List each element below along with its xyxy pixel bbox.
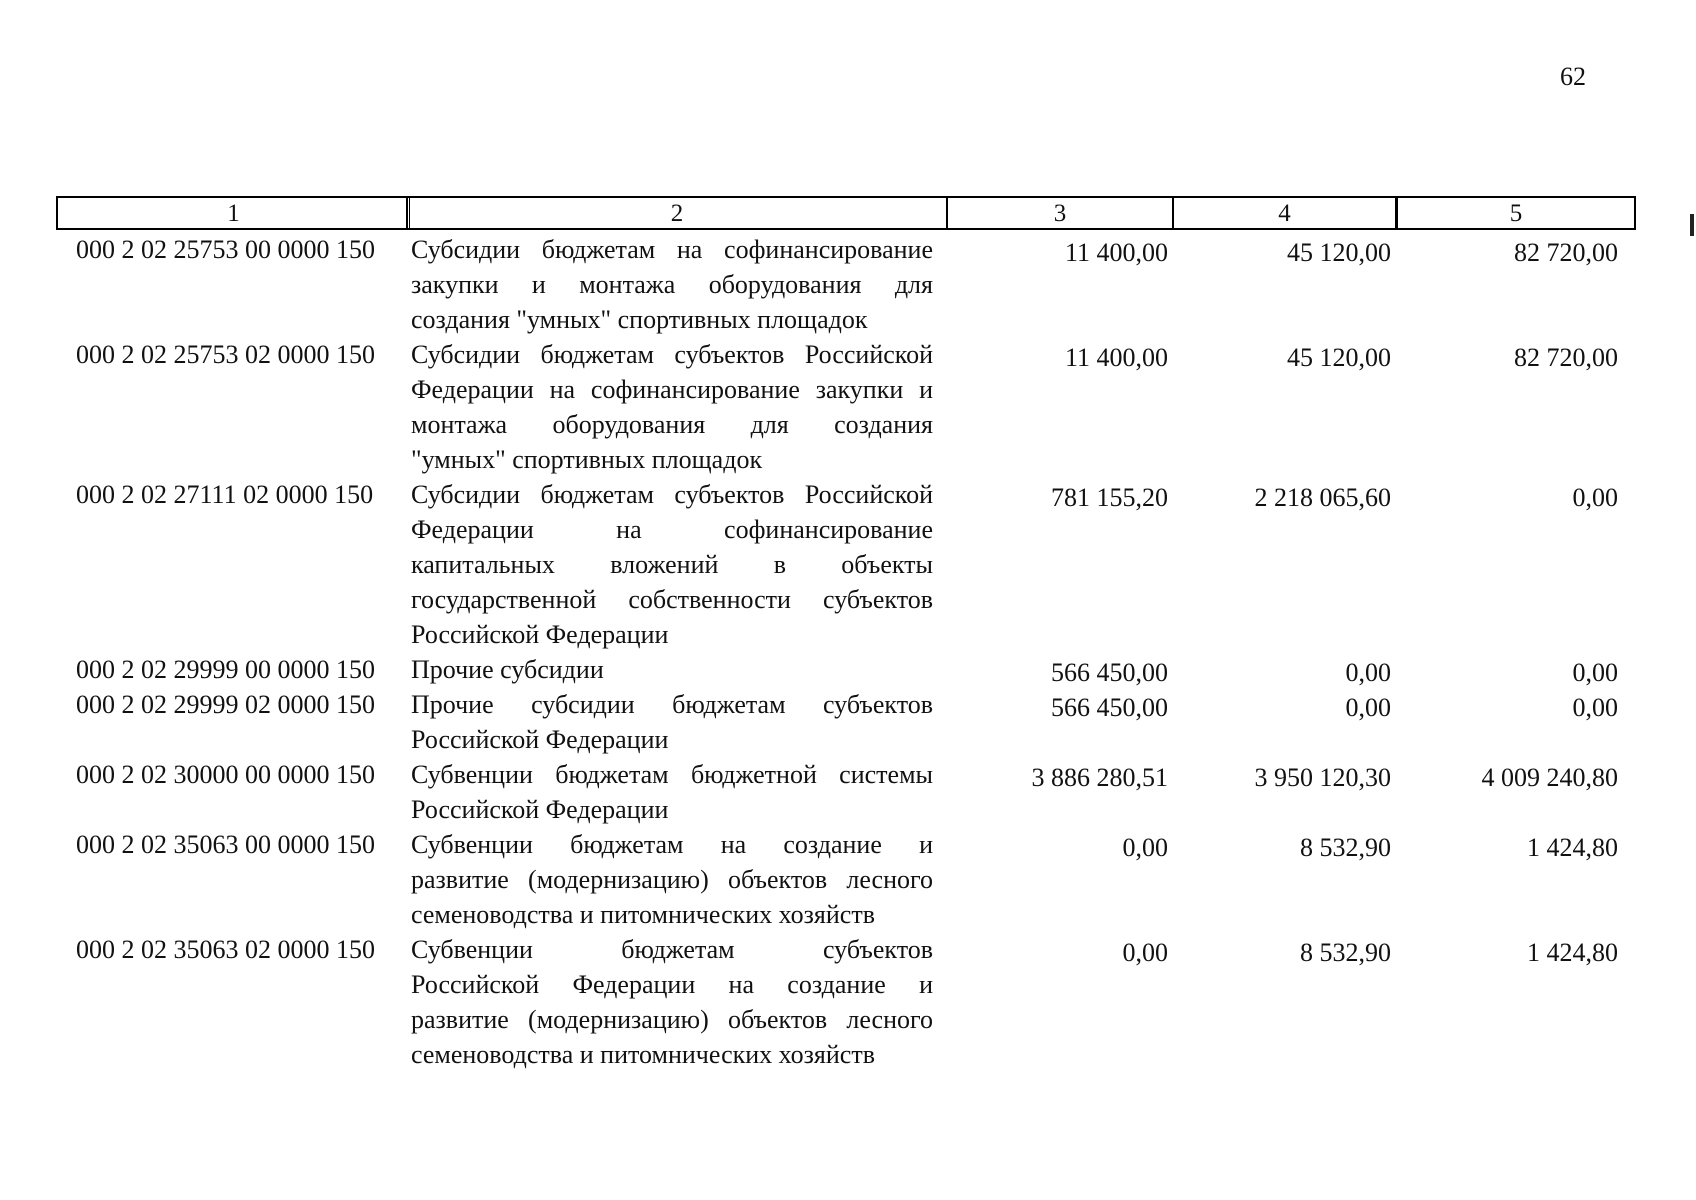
amount-column-3: 0,00 bbox=[1122, 833, 1168, 862]
description-line: Федерации на софинансирование закупки и bbox=[411, 375, 933, 404]
amount-column-4: 3 950 120,30 bbox=[1254, 763, 1391, 792]
description-line: Субвенции бюджетам субъектов bbox=[411, 935, 933, 964]
income-description bbox=[411, 232, 933, 337]
budget-code: 000 2 02 35063 00 0000 150 bbox=[76, 830, 375, 859]
table-row bbox=[0, 687, 1696, 757]
amount-column-4: 45 120,00 bbox=[1287, 238, 1391, 267]
amount-column-3: 566 450,00 bbox=[1051, 693, 1168, 722]
budget-code: 000 2 02 29999 00 0000 150 bbox=[76, 655, 375, 684]
amount-column-5: 0,00 bbox=[1572, 693, 1618, 722]
description-line: развитие (модернизацию) объектов лесного bbox=[411, 1005, 933, 1034]
budget-code: 000 2 02 25753 00 0000 150 bbox=[76, 235, 375, 264]
table-row bbox=[0, 232, 1696, 337]
table-row bbox=[0, 827, 1696, 932]
amount-column-5: 1 424,80 bbox=[1527, 938, 1618, 967]
income-description bbox=[411, 477, 933, 652]
description-line: "умных" спортивных площадок bbox=[411, 445, 763, 474]
amount-column-3: 11 400,00 bbox=[1064, 238, 1168, 267]
description-line: государственной собственности субъектов bbox=[411, 585, 933, 614]
column-header-4: 4 bbox=[1172, 196, 1396, 230]
column-header-3: 3 bbox=[946, 196, 1173, 230]
amount-column-5: 4 009 240,80 bbox=[1481, 763, 1618, 792]
description-line: капитальных вложений в объекты bbox=[411, 550, 933, 579]
description-line: Субсидии бюджетам на софинансирование bbox=[411, 235, 933, 264]
description-line: монтажа оборудования для создания bbox=[411, 410, 933, 439]
table-row bbox=[0, 477, 1696, 652]
description-line: семеноводства и питомнических хозяйств bbox=[411, 1040, 875, 1069]
budget-code: 000 2 02 29999 02 0000 150 bbox=[76, 690, 375, 719]
amount-column-5: 0,00 bbox=[1572, 658, 1618, 687]
description-line: Прочие субсидии бюджетам субъектов bbox=[411, 690, 933, 719]
description-line: Российской Федерации bbox=[411, 620, 669, 649]
budget-code: 000 2 02 25753 02 0000 150 bbox=[76, 340, 375, 369]
column-header-2: 2 bbox=[406, 196, 947, 230]
budget-code: 000 2 02 30000 00 0000 150 bbox=[76, 760, 375, 789]
income-description bbox=[411, 932, 933, 1072]
description-line: развитие (модернизацию) объектов лесного bbox=[411, 865, 933, 894]
amount-column-3: 566 450,00 bbox=[1051, 658, 1168, 687]
description-line: семеноводства и питомнических хозяйств bbox=[411, 900, 875, 929]
amount-column-3: 3 886 280,51 bbox=[1031, 763, 1168, 792]
description-line: создания "умных" спортивных площадок bbox=[411, 305, 868, 334]
income-description bbox=[411, 827, 933, 932]
income-description bbox=[411, 652, 933, 687]
amount-column-4: 45 120,00 bbox=[1287, 343, 1391, 372]
description-line: Субвенции бюджетам бюджетной системы bbox=[411, 760, 933, 789]
page-number: 62 bbox=[1560, 62, 1586, 91]
table-body bbox=[0, 232, 1696, 1072]
amount-column-4: 2 218 065,60 bbox=[1254, 483, 1391, 512]
description-line: Российской Федерации на создание и bbox=[411, 970, 933, 999]
amount-column-3: 11 400,00 bbox=[1064, 343, 1168, 372]
amount-column-4: 0,00 bbox=[1345, 658, 1391, 687]
description-line: Субсидии бюджетам субъектов Российской bbox=[411, 340, 933, 369]
budget-code: 000 2 02 27111 02 0000 150 bbox=[76, 480, 374, 509]
amount-column-5: 82 720,00 bbox=[1514, 238, 1618, 267]
amount-column-5: 82 720,00 bbox=[1514, 343, 1618, 372]
description-line: Российской Федерации bbox=[411, 795, 669, 824]
amount-column-4: 8 532,90 bbox=[1300, 833, 1391, 862]
description-line: Субсидии бюджетам субъектов Российской bbox=[411, 480, 933, 509]
amount-column-3: 781 155,20 bbox=[1051, 483, 1168, 512]
amount-column-3: 0,00 bbox=[1122, 938, 1168, 967]
description-line: Субвенции бюджетам на создание и bbox=[411, 830, 933, 859]
description-line: Прочие субсидии bbox=[411, 655, 604, 684]
description-line: Федерации на софинансирование bbox=[411, 515, 933, 544]
budget-code: 000 2 02 35063 02 0000 150 bbox=[76, 935, 375, 964]
column-header-1: 1 bbox=[56, 196, 410, 230]
description-line: закупки и монтажа оборудования для bbox=[411, 270, 933, 299]
amount-column-5: 1 424,80 bbox=[1527, 833, 1618, 862]
table-row bbox=[0, 757, 1696, 827]
description-line: Российской Федерации bbox=[411, 725, 669, 754]
income-description bbox=[411, 757, 933, 827]
amount-column-5: 0,00 bbox=[1572, 483, 1618, 512]
amount-column-4: 8 532,90 bbox=[1300, 938, 1391, 967]
table-row bbox=[0, 932, 1696, 1072]
income-description bbox=[411, 687, 933, 757]
income-description bbox=[411, 337, 933, 477]
table-row bbox=[0, 652, 1696, 687]
table-row bbox=[0, 337, 1696, 477]
amount-column-4: 0,00 bbox=[1345, 693, 1391, 722]
column-header-5: 5 bbox=[1396, 196, 1636, 230]
